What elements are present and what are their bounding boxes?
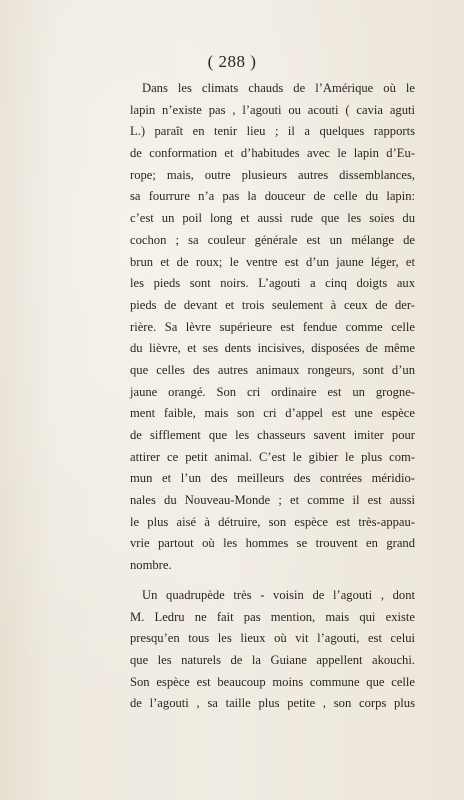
paragraph-2 bbox=[130, 585, 415, 715]
paragraph-gap bbox=[130, 577, 415, 585]
text-line: mun et l’un des meilleurs des contrées méridio- bbox=[130, 471, 415, 486]
text-line: Un quadrupède très - voisin de l’agouti , dont bbox=[142, 587, 415, 602]
text-line: que celles des autres animaux rongeurs, sont d’un bbox=[130, 362, 415, 377]
text-line: que les naturels de la Guiane appellent akouchi. bbox=[130, 652, 415, 667]
text-line: vrie partout où les hommes se trouvent en grand bbox=[130, 536, 415, 551]
text-line: ment faible, mais son cri d’appel est une espèce bbox=[130, 406, 415, 421]
text-line: jaune orangé. Son cri ordinaire est un grogne- bbox=[130, 384, 415, 399]
page-number: ( 288 ) bbox=[207, 52, 257, 71]
text-line: brun et de roux; le ventre est d’un jaune léger, et bbox=[130, 254, 415, 269]
text-line: L.) paraît en tenir lieu ; il a quelques rapports bbox=[130, 124, 415, 139]
text-line: cochon ; sa couleur générale est un mélange de bbox=[130, 232, 415, 247]
text-line: lapin n’existe pas , l’agouti ou acouti ( cavia aguti bbox=[130, 102, 415, 117]
text-line: Dans les climats chauds de l’Amérique où le bbox=[142, 81, 415, 95]
text-line: de conformation et d’habitudes avec le lapin d’Eu- bbox=[130, 146, 415, 161]
text-line: rope; mais, outre plusieurs autres dissemblances, bbox=[130, 167, 415, 182]
text-line: nombre. bbox=[130, 558, 172, 573]
text-line: le plus aisé à détruire, son espèce est très-appau- bbox=[130, 514, 415, 529]
text-line: rière. Sa lèvre supérieure est fendue comme celle bbox=[130, 319, 415, 334]
text-line: attirer ce petit animal. C’est le gibier le plus com- bbox=[130, 449, 415, 464]
text-line: M. Ledru ne fait pas mention, mais qui existe bbox=[130, 609, 415, 624]
text-line: de sifflement que les chasseurs savent imiter pour bbox=[130, 428, 415, 442]
text-line: c’est un poil long et aussi rude que les soies du bbox=[130, 211, 415, 226]
text-line: presqu’en tous les lieux où vit l’agouti, est celui bbox=[130, 631, 415, 646]
text-line: Son espèce est beaucoup moins commune que celle bbox=[130, 674, 415, 689]
text-line: sa fourrure n’a pas la douceur de celle du lapin: bbox=[130, 189, 415, 204]
text-line: de l’agouti , sa taille plus petite , son corps plus bbox=[130, 696, 415, 711]
text-line: nales du Nouveau-Monde ; et comme il est aussi bbox=[130, 493, 415, 508]
body-text bbox=[130, 78, 415, 715]
text-line: les pieds sont noirs. L’agouti a cinq doigts aux bbox=[130, 276, 415, 291]
text-line: du lièvre, et ses dents incisives, disposées de même bbox=[130, 341, 415, 356]
text-line: pieds de devant et trois seulement à ceux de der- bbox=[130, 297, 415, 312]
paragraph-1 bbox=[130, 78, 415, 577]
